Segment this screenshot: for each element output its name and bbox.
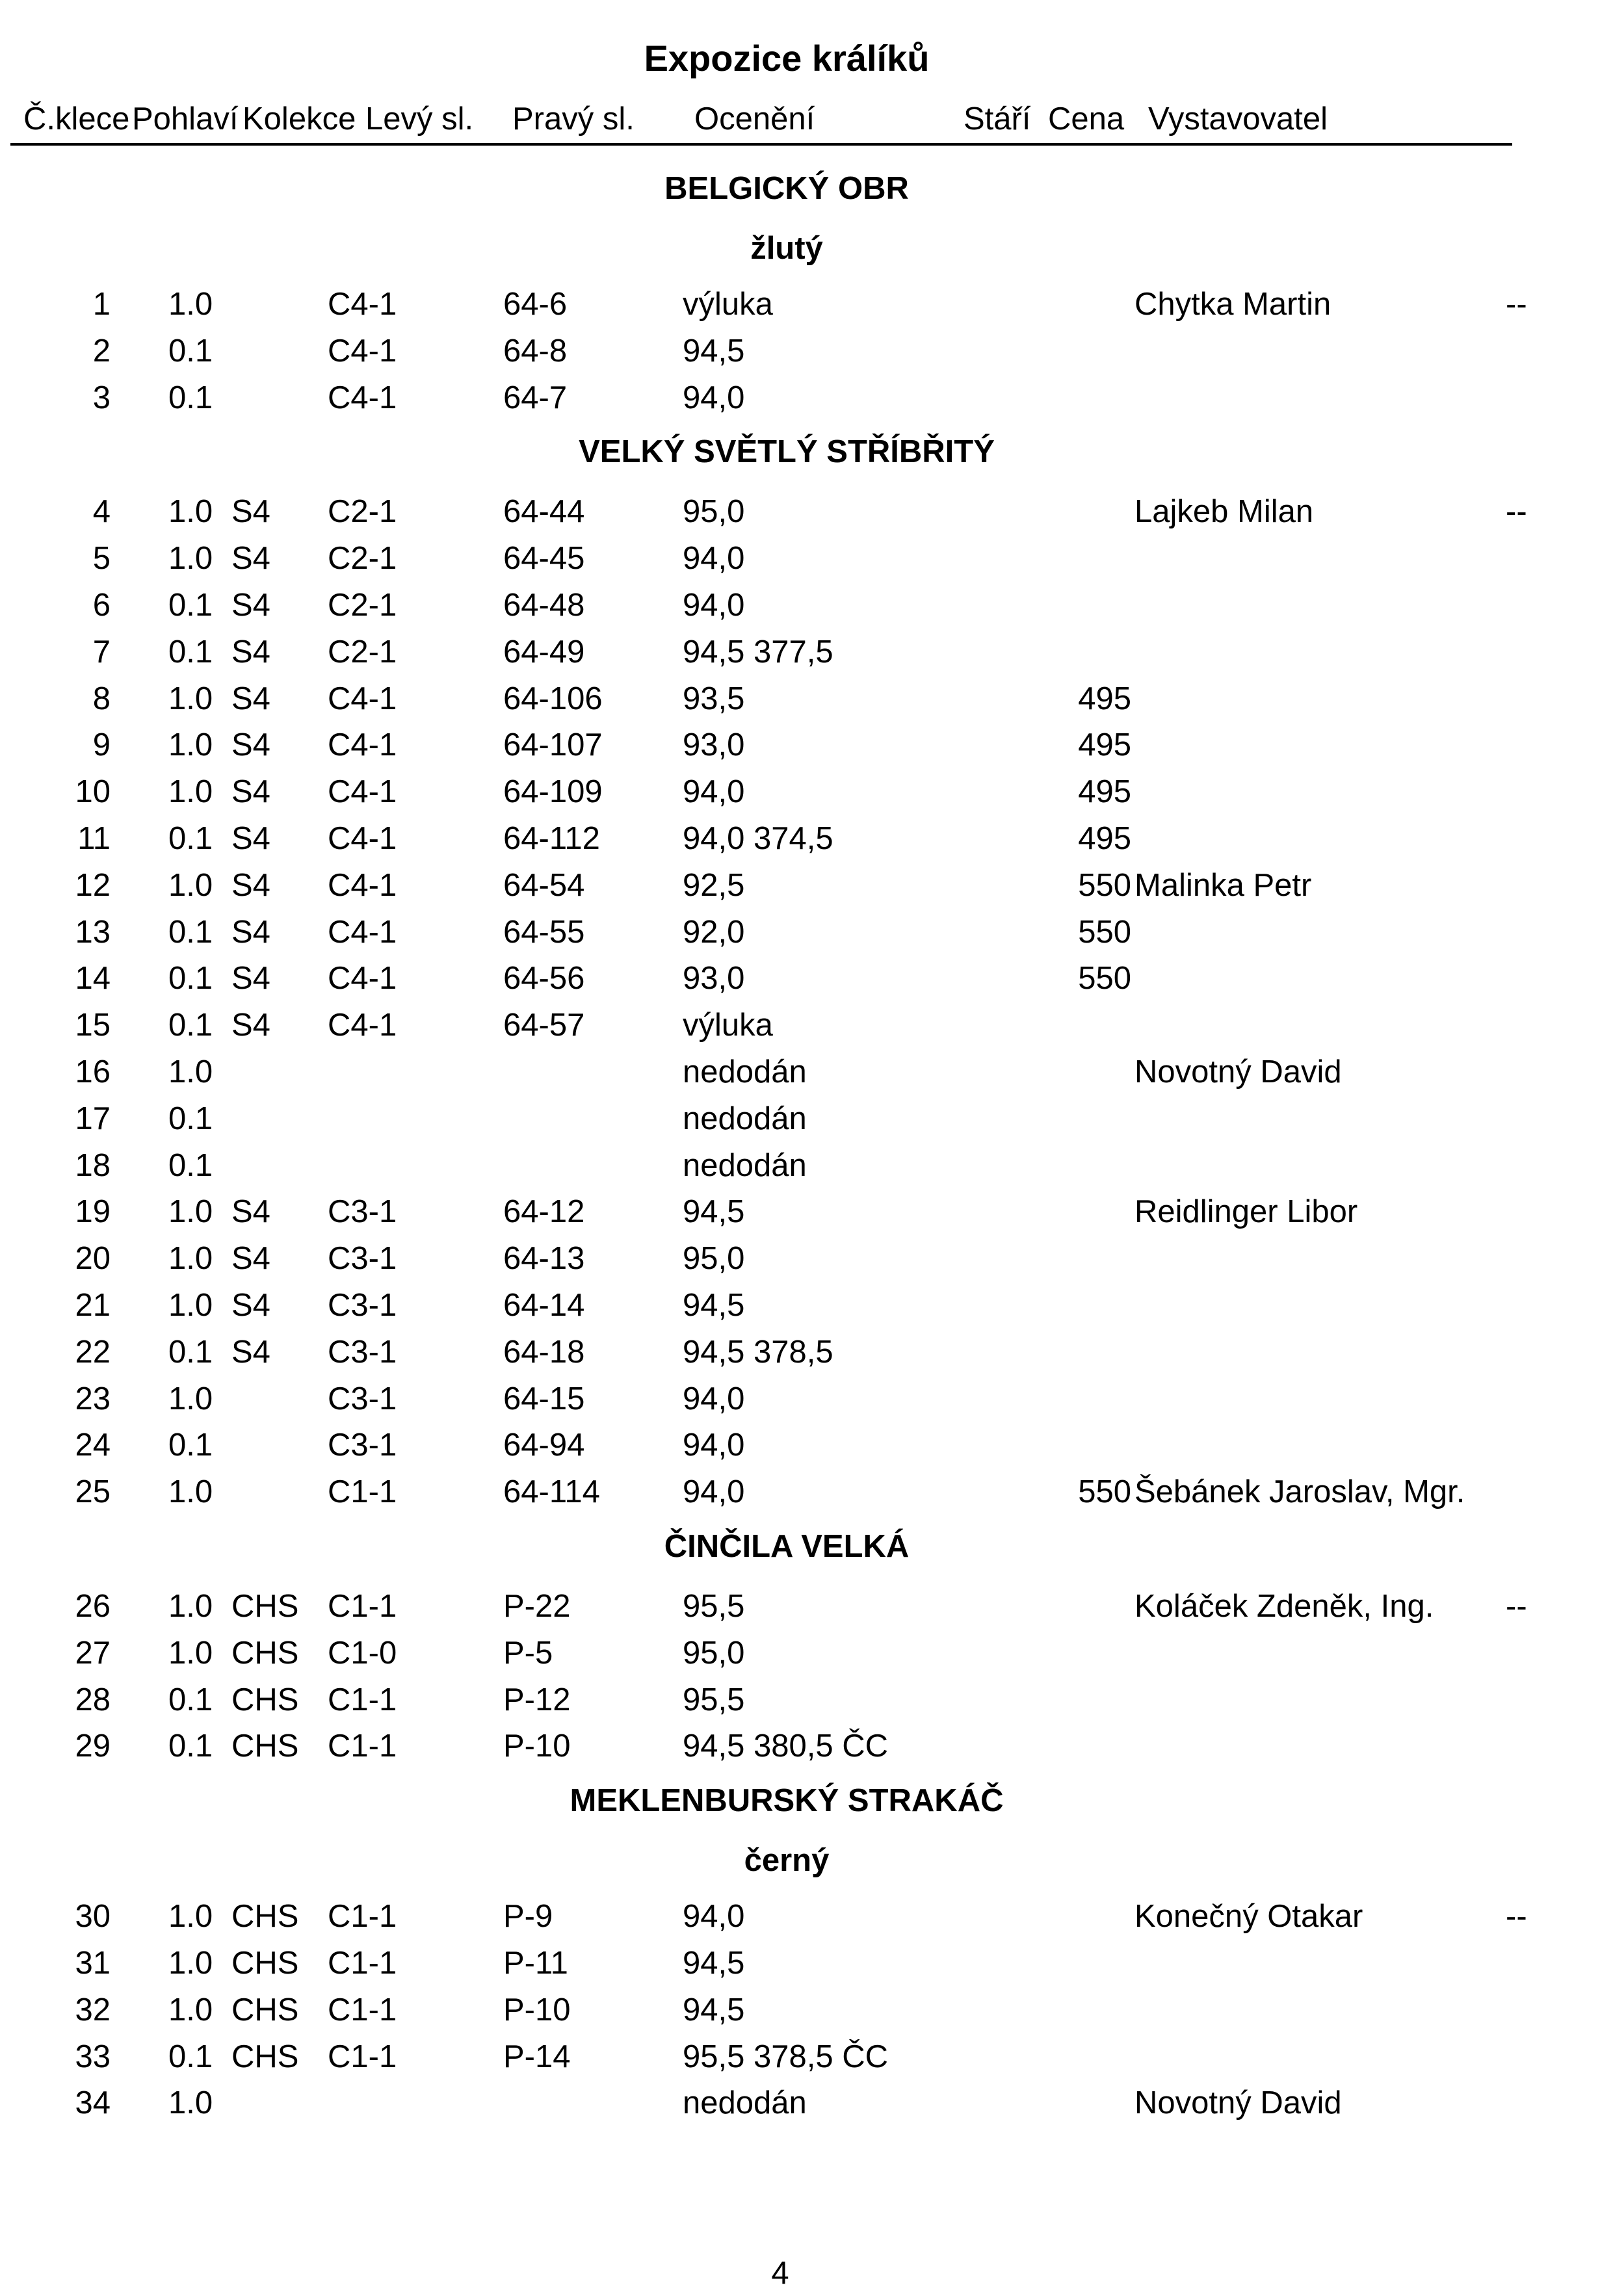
cell-exhibitor: Chytka Martin — [1134, 287, 1331, 322]
breed-heading: ČINČILA VELKÁ — [664, 1529, 910, 1564]
cell-right-ear: 64-15 — [503, 1381, 585, 1416]
page-number: 4 — [771, 2256, 789, 2291]
cell-award: 94,5 — [683, 1946, 745, 1981]
cell-award: 95,0 — [683, 1241, 745, 1277]
cell-right-ear: 64-57 — [503, 1008, 585, 1043]
cell-cage-number: 33 — [75, 2039, 111, 2074]
cell-price: 495 — [1078, 774, 1131, 810]
table-row — [0, 328, 1613, 374]
cell-right-ear: P-10 — [503, 1992, 571, 2028]
cell-left-ear: C4-1 — [328, 821, 397, 856]
cell-right-ear: 64-56 — [503, 961, 585, 997]
table-row — [0, 536, 1613, 581]
cell-left-ear: C1-1 — [328, 1589, 397, 1624]
cell-left-ear: C4-1 — [328, 774, 397, 810]
cell-sex: 1.0 — [168, 1194, 213, 1230]
cell-cage-number: 9 — [92, 727, 111, 763]
header-cage-number: Č.klece — [23, 101, 130, 137]
cell-cage-number: 27 — [75, 1635, 111, 1671]
cell-collection: CHS — [231, 1682, 299, 1717]
cell-dash: -- — [1506, 287, 1527, 322]
cell-sex: 0.1 — [168, 1682, 213, 1717]
cell-cage-number: 14 — [75, 961, 111, 997]
cell-collection: S4 — [231, 961, 270, 997]
cell-award: 93,0 — [683, 961, 745, 997]
cell-cage-number: 5 — [92, 541, 111, 577]
cell-cage-number: 13 — [75, 914, 111, 950]
table-row — [0, 1894, 1613, 1939]
cell-left-ear: C4-1 — [328, 727, 397, 763]
table-row — [0, 281, 1613, 327]
breed-heading: VELKÝ SVĚTLÝ STŘÍBŘITÝ — [579, 434, 995, 470]
cell-award: 95,0 — [683, 494, 745, 530]
cell-award: 94,5 — [683, 1992, 745, 2028]
table-row — [0, 1584, 1613, 1629]
cell-sex: 1.0 — [168, 1381, 213, 1416]
cell-award: 94,5 — [683, 1194, 745, 1230]
cell-right-ear: 64-14 — [503, 1288, 585, 1323]
cell-price: 550 — [1078, 914, 1131, 950]
cell-right-ear: 64-54 — [503, 867, 585, 903]
cell-cage-number: 17 — [75, 1101, 111, 1136]
cell-right-ear: 64-112 — [503, 821, 600, 856]
cell-collection: CHS — [231, 1635, 299, 1671]
cell-collection: S4 — [231, 1288, 270, 1323]
cell-left-ear: C1-1 — [328, 1946, 397, 1981]
cell-cage-number: 16 — [75, 1054, 111, 1089]
cell-cage-number: 7 — [92, 634, 111, 670]
cell-collection: CHS — [231, 1729, 299, 1764]
cell-exhibitor: Malinka Petr — [1134, 867, 1312, 903]
cell-award: 94,5 380,5 ČC — [683, 1729, 888, 1764]
cell-award: 94,0 — [683, 588, 745, 623]
cell-right-ear: 64-18 — [503, 1334, 585, 1370]
table-row — [0, 1236, 1613, 1281]
cell-cage-number: 30 — [75, 1899, 111, 1935]
cell-sex: 1.0 — [168, 727, 213, 763]
cell-dash: -- — [1506, 494, 1527, 530]
cell-left-ear: C3-1 — [328, 1381, 397, 1416]
cell-left-ear: C1-1 — [328, 1474, 397, 1510]
table-row — [0, 1283, 1613, 1328]
cell-collection: S4 — [231, 541, 270, 577]
cell-award: 94,5 — [683, 333, 745, 369]
cell-collection: S4 — [231, 1241, 270, 1277]
cell-award: 94,0 374,5 — [683, 821, 833, 856]
cell-cage-number: 31 — [75, 1946, 111, 1981]
cell-cage-number: 10 — [75, 774, 111, 810]
table-row — [0, 1376, 1613, 1422]
cell-sex: 0.1 — [168, 333, 213, 369]
cell-cage-number: 22 — [75, 1334, 111, 1370]
cell-exhibitor: Novotný David — [1134, 2085, 1342, 2121]
cell-sex: 0.1 — [168, 1428, 213, 1463]
cell-sex: 0.1 — [168, 588, 213, 623]
cell-sex: 0.1 — [168, 2039, 213, 2074]
table-row — [0, 956, 1613, 1001]
table-row — [0, 1189, 1613, 1234]
cell-right-ear: 64-49 — [503, 634, 585, 670]
header-sex: Pohlaví — [132, 101, 239, 137]
table-row — [0, 1329, 1613, 1375]
cell-sex: 0.1 — [168, 380, 213, 415]
table-row — [0, 1096, 1613, 1141]
cell-exhibitor: Lajkeb Milan — [1134, 494, 1314, 530]
cell-award: 94,0 — [683, 1428, 745, 1463]
table-row — [0, 375, 1613, 421]
cell-right-ear: 64-107 — [503, 727, 603, 763]
cell-right-ear: P-10 — [503, 1729, 571, 1764]
cell-collection: S4 — [231, 634, 270, 670]
table-row — [0, 1940, 1613, 1986]
cell-sex: 0.1 — [168, 821, 213, 856]
cell-cage-number: 18 — [75, 1147, 111, 1183]
cell-award: 94,0 — [683, 774, 745, 810]
cell-award: nedodán — [683, 2085, 807, 2121]
cell-left-ear: C3-1 — [328, 1334, 397, 1370]
cell-collection: CHS — [231, 1899, 299, 1935]
cell-right-ear: 64-7 — [503, 380, 568, 415]
cell-price: 550 — [1078, 961, 1131, 997]
cell-cage-number: 32 — [75, 1992, 111, 2028]
cell-award: 93,5 — [683, 681, 745, 716]
cell-left-ear: C4-1 — [328, 867, 397, 903]
cell-sex: 1.0 — [168, 494, 213, 530]
cell-cage-number: 25 — [75, 1474, 111, 1510]
cell-cage-number: 1 — [92, 287, 111, 322]
table-row — [0, 582, 1613, 628]
breed-heading: MEKLENBURSKÝ STRAKÁČ — [570, 1783, 1004, 1819]
header-price: Cena — [1048, 101, 1125, 137]
cell-left-ear: C1-1 — [328, 1899, 397, 1935]
cell-left-ear: C3-1 — [328, 1194, 397, 1230]
cell-left-ear: C3-1 — [328, 1288, 397, 1323]
cell-award: 94,5 378,5 — [683, 1334, 833, 1370]
cell-left-ear: C1-1 — [328, 1729, 397, 1764]
cell-exhibitor: Reidlinger Libor — [1134, 1194, 1358, 1230]
cell-right-ear: 64-48 — [503, 588, 585, 623]
cell-left-ear: C4-1 — [328, 961, 397, 997]
cell-collection: S4 — [231, 774, 270, 810]
cell-cage-number: 20 — [75, 1241, 111, 1277]
cell-right-ear: 64-6 — [503, 287, 568, 322]
header-left-ear: Levý sl. — [365, 101, 474, 137]
cell-award: 92,5 — [683, 867, 745, 903]
cell-sex: 0.1 — [168, 634, 213, 670]
cell-sex: 1.0 — [168, 1635, 213, 1671]
cell-right-ear: 64-114 — [503, 1474, 600, 1510]
cell-collection: S4 — [231, 494, 270, 530]
cell-award: 94,0 — [683, 1381, 745, 1416]
cell-award: 94,0 — [683, 1474, 745, 1510]
cell-sex: 1.0 — [168, 287, 213, 322]
header-right-ear: Pravý sl. — [512, 101, 635, 137]
cell-price: 550 — [1078, 1474, 1131, 1510]
cell-sex: 1.0 — [168, 1899, 213, 1935]
cell-right-ear: P-11 — [503, 1946, 568, 1981]
cell-sex: 1.0 — [168, 541, 213, 577]
cell-sex: 1.0 — [168, 681, 213, 716]
table-row — [0, 629, 1613, 675]
table-row — [0, 1002, 1613, 1048]
table-row — [0, 1987, 1613, 2033]
cell-award: 95,5 — [683, 1682, 745, 1717]
cell-cage-number: 11 — [77, 821, 111, 856]
cell-left-ear: C1-1 — [328, 1682, 397, 1717]
cell-award: 95,0 — [683, 1635, 745, 1671]
cell-cage-number: 21 — [75, 1288, 111, 1323]
header-award: Ocenění — [694, 101, 815, 137]
cell-award: 94,5 — [683, 1288, 745, 1323]
table-row — [0, 2034, 1613, 2080]
cell-cage-number: 4 — [92, 494, 111, 530]
table-row — [0, 489, 1613, 534]
page-title: Expozice králíků — [644, 38, 930, 79]
cell-award: 92,0 — [683, 914, 745, 950]
cell-left-ear: C2-1 — [328, 494, 397, 530]
table-row — [0, 1723, 1613, 1769]
cell-exhibitor: Šebánek Jaroslav, Mgr. — [1134, 1474, 1465, 1510]
cell-award: nedodán — [683, 1147, 807, 1183]
cell-collection: S4 — [231, 914, 270, 950]
cell-award: 94,5 377,5 — [683, 634, 833, 670]
cell-left-ear: C4-1 — [328, 380, 397, 415]
table-row — [0, 769, 1613, 815]
cell-award: 94,0 — [683, 380, 745, 415]
cell-right-ear: 64-45 — [503, 541, 585, 577]
breed-heading: BELGICKÝ OBR — [664, 171, 909, 206]
table-row — [0, 1469, 1613, 1515]
cell-award: nedodán — [683, 1054, 807, 1089]
table-row — [0, 1143, 1613, 1188]
cell-collection: CHS — [231, 1946, 299, 1981]
cell-collection: S4 — [231, 1008, 270, 1043]
cell-award: nedodán — [683, 1101, 807, 1136]
cell-price: 550 — [1078, 867, 1131, 903]
cell-right-ear: 64-109 — [503, 774, 603, 810]
cell-left-ear: C1-0 — [328, 1635, 397, 1671]
cell-right-ear: P-22 — [503, 1589, 571, 1624]
cell-collection: S4 — [231, 867, 270, 903]
cell-right-ear: 64-94 — [503, 1428, 585, 1463]
cell-right-ear: 64-55 — [503, 914, 585, 950]
table-row — [0, 1677, 1613, 1723]
color-heading: černý — [744, 1843, 830, 1879]
cell-left-ear: C1-1 — [328, 1992, 397, 2028]
table-row — [0, 1422, 1613, 1468]
cell-cage-number: 26 — [75, 1589, 111, 1624]
cell-right-ear: 64-106 — [503, 681, 603, 716]
cell-sex: 1.0 — [168, 1946, 213, 1981]
cell-left-ear: C2-1 — [328, 634, 397, 670]
cell-sex: 0.1 — [168, 1101, 213, 1136]
cell-collection: S4 — [231, 1334, 270, 1370]
cell-right-ear: P-5 — [503, 1635, 553, 1671]
cell-award: výluka — [683, 1008, 773, 1043]
cell-sex: 1.0 — [168, 1474, 213, 1510]
cell-right-ear: P-14 — [503, 2039, 571, 2074]
table-row — [0, 816, 1613, 861]
cell-right-ear: P-12 — [503, 1682, 571, 1717]
cell-left-ear: C1-1 — [328, 2039, 397, 2074]
cell-cage-number: 6 — [92, 588, 111, 623]
cell-collection: CHS — [231, 2039, 299, 2074]
cell-price: 495 — [1078, 821, 1131, 856]
cell-dash: -- — [1506, 1589, 1527, 1624]
cell-sex: 0.1 — [168, 914, 213, 950]
cell-price: 495 — [1078, 727, 1131, 763]
cell-collection: CHS — [231, 1589, 299, 1624]
cell-cage-number: 3 — [92, 380, 111, 415]
table-row — [0, 676, 1613, 722]
cell-cage-number: 19 — [75, 1194, 111, 1230]
cell-right-ear: 64-8 — [503, 333, 568, 369]
table-row — [0, 1049, 1613, 1095]
cell-cage-number: 28 — [75, 1682, 111, 1717]
cell-exhibitor: Novotný David — [1134, 1054, 1342, 1089]
cell-sex: 1.0 — [168, 1241, 213, 1277]
cell-award: 93,0 — [683, 727, 745, 763]
header-exhibitor: Vystavovatel — [1148, 101, 1328, 137]
cell-award: 95,5 — [683, 1589, 745, 1624]
cell-left-ear: C2-1 — [328, 541, 397, 577]
cell-award: 94,0 — [683, 541, 745, 577]
cell-award: 95,5 378,5 ČC — [683, 2039, 888, 2074]
cell-left-ear: C3-1 — [328, 1428, 397, 1463]
cell-right-ear: P-9 — [503, 1899, 553, 1935]
cell-right-ear: 64-12 — [503, 1194, 585, 1230]
table-row — [0, 863, 1613, 908]
cell-sex: 1.0 — [168, 2085, 213, 2121]
cell-left-ear: C2-1 — [328, 588, 397, 623]
cell-cage-number: 12 — [75, 867, 111, 903]
cell-collection: S4 — [231, 588, 270, 623]
cell-collection: S4 — [231, 681, 270, 716]
cell-left-ear: C3-1 — [328, 1241, 397, 1277]
cell-sex: 0.1 — [168, 1147, 213, 1183]
cell-exhibitor: Koláček Zdeněk, Ing. — [1134, 1589, 1434, 1624]
cell-award: výluka — [683, 287, 773, 322]
cell-cage-number: 29 — [75, 1729, 111, 1764]
table-row — [0, 2080, 1613, 2126]
cell-left-ear: C4-1 — [328, 681, 397, 716]
cell-left-ear: C4-1 — [328, 1008, 397, 1043]
cell-cage-number: 15 — [75, 1008, 111, 1043]
table-row — [0, 722, 1613, 768]
cell-exhibitor: Konečný Otakar — [1134, 1899, 1363, 1935]
cell-left-ear: C4-1 — [328, 914, 397, 950]
table-row — [0, 909, 1613, 955]
cell-cage-number: 2 — [92, 333, 111, 369]
cell-collection: CHS — [231, 1992, 299, 2028]
cell-sex: 1.0 — [168, 1288, 213, 1323]
cell-sex: 0.1 — [168, 1334, 213, 1370]
cell-sex: 1.0 — [168, 1589, 213, 1624]
cell-cage-number: 23 — [75, 1381, 111, 1416]
cell-price: 495 — [1078, 681, 1131, 716]
table-row — [0, 1630, 1613, 1676]
cell-sex: 1.0 — [168, 1054, 213, 1089]
cell-award: 94,0 — [683, 1899, 745, 1935]
cell-dash: -- — [1506, 1899, 1527, 1935]
cell-left-ear: C4-1 — [328, 287, 397, 322]
cell-sex: 1.0 — [168, 1992, 213, 2028]
header-collection: Kolekce — [243, 101, 356, 137]
cell-sex: 0.1 — [168, 961, 213, 997]
cell-sex: 1.0 — [168, 774, 213, 810]
cell-cage-number: 34 — [75, 2085, 111, 2121]
cell-left-ear: C4-1 — [328, 333, 397, 369]
cell-cage-number: 24 — [75, 1428, 111, 1463]
cell-sex: 1.0 — [168, 867, 213, 903]
cell-collection: S4 — [231, 1194, 270, 1230]
cell-right-ear: 64-13 — [503, 1241, 585, 1277]
cell-cage-number: 8 — [92, 681, 111, 716]
cell-collection: S4 — [231, 821, 270, 856]
color-heading: žlutý — [750, 231, 823, 266]
cell-sex: 0.1 — [168, 1008, 213, 1043]
cell-right-ear: 64-44 — [503, 494, 585, 530]
cell-collection: S4 — [231, 727, 270, 763]
header-age: Stáří — [964, 101, 1031, 137]
cell-sex: 0.1 — [168, 1729, 213, 1764]
